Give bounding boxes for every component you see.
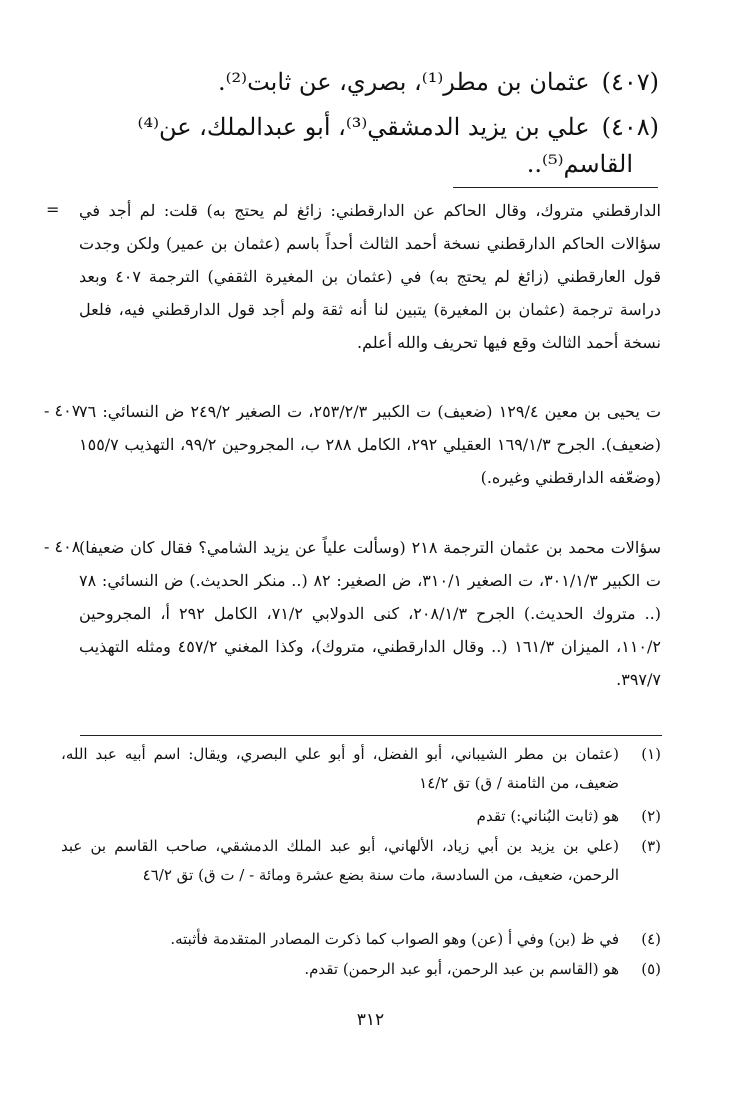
footnote-marker: (٢) (641, 807, 661, 825)
notes-separator (453, 187, 658, 188)
footnote-text: في ظ (بن) وفي أ (عن) وهو الصواب كما ذكرت المصادر المتقدمة فأثبته. (170, 930, 619, 948)
footnote-2 (61, 802, 661, 831)
note-408 (79, 531, 661, 696)
footnote-text: (علي بن يزيد بن أبي زياد، الألهاني، أبو عبد الملك الدمشقي، صاحب القاسم بن عبد الرحمن، ضعيف، من السادسة، مات سنة بضع عشرة ومائة - / ت ق) تق ٤٦/٢ (61, 837, 619, 884)
note-label-407: ٤٠٧ - (44, 401, 81, 420)
footnote-text: (عثمان بن مطر الشيباني، أبو الفضل، أو أبو علي البصري، ويقال: اسم أبيه عبد الله، ضعيف، من الثامنة / ق) تق ١٤/٢ (61, 745, 619, 792)
footnote-1 (61, 740, 661, 798)
footnote-marker: (٥) (641, 960, 661, 978)
footnote-marker: (٤) (641, 930, 661, 948)
footnote-marker: (١) (641, 745, 661, 763)
footnote-5 (61, 955, 661, 984)
entry-number: (٤٠٧) (601, 68, 659, 96)
entry-408 (59, 107, 659, 147)
footnote-3 (61, 832, 661, 890)
entry-407 (59, 62, 659, 102)
note-text: سؤالات محمد بن عثمان الترجمة ٢١٨ (وسألت علياً عن يزيد الشامي؟ فقال كان ضعيفا) ت الكبير ٣٠١/١/٣، ت الصغير ٣١٠/١، ض الصغير: ٨٢ (.. منكر الحديث.) ض النسائي: ٧٨ (.. متروك الحديث.) الجرح ٢٠٨/١/٣، كنى الدولابي ٧١/٢، الكامل ٢٩٢ أ، المجروحين ١١٠/٢، الميزان ١٦١/٣ (.. وقال الدارقطني، متروك)، وكذا المغني ٤٥٧/٢ ومثله التهذيب ٣٩٧/٧. (79, 538, 662, 689)
note-label-408: ٤٠٨ - (44, 537, 81, 556)
note-407 (79, 395, 661, 494)
entry-number: (٤٠٨) (601, 113, 659, 141)
note-continued (79, 194, 661, 359)
entry-text: عثمان بن مطر⁽¹⁾، بصري، عن ثابت⁽²⁾. (218, 68, 590, 96)
footnote-text: هو (ثابت البُناني:) تقدم (476, 807, 619, 825)
footnote-separator (80, 735, 662, 736)
footnote-text: هو (القاسم بن عبد الرحمن، أبو عبد الرحمن) تقدم. (304, 960, 619, 978)
note-text: الدارقطني متروك، وقال الحاكم عن الدارقطني: زائغ لم يحتج به) قلت: لم أجد في سؤالات الحاكم الدارقطني نسخة أحمد الثالث أحداً باسم (عثمان بن عمير) ولكن وجدت قول العارقطني (زائغ لم يحتج به) في (عثمان بن المغيرة الثقفي) الترجمة ٤٠٧ وبعد دراسة ترجمة (عثمان بن المغيرة) يتبين لنا أنه ثقة ولم أجد قول الدارقطني فيه، فلعل نسخة أحمد الثالث وقع فيها تحريف والله أعلم. (79, 201, 662, 352)
footnote-4 (61, 925, 661, 954)
continuation-mark: = (46, 200, 60, 219)
entry-408-continuation: القاسم⁽⁵⁾.. (526, 150, 633, 178)
entry-text: علي بن يزيد الدمشقي⁽³⁾، أبو عبدالملك، عن⁽⁴⁾ (137, 113, 590, 141)
note-text: ت يحيى بن معين ١٢٩/٤ (ضعيف) ت الكبير ٢٥٣/٢/٣، ت الصغير ٢٤٩/٢ ض النسائي: ٧٦ (ضعيف). الجرح ١٦٩/١/٣ العقيلي ٢٩٢، الكامل ٢٨٨ ب، المجروحين ٩٩/٢، التهذيب ١٥٥/٧ (وضعّفه الدارقطني وغيره.) (79, 402, 661, 487)
footnote-marker: (٣) (641, 837, 661, 855)
page-number: ٣١٢ (356, 1010, 385, 1030)
